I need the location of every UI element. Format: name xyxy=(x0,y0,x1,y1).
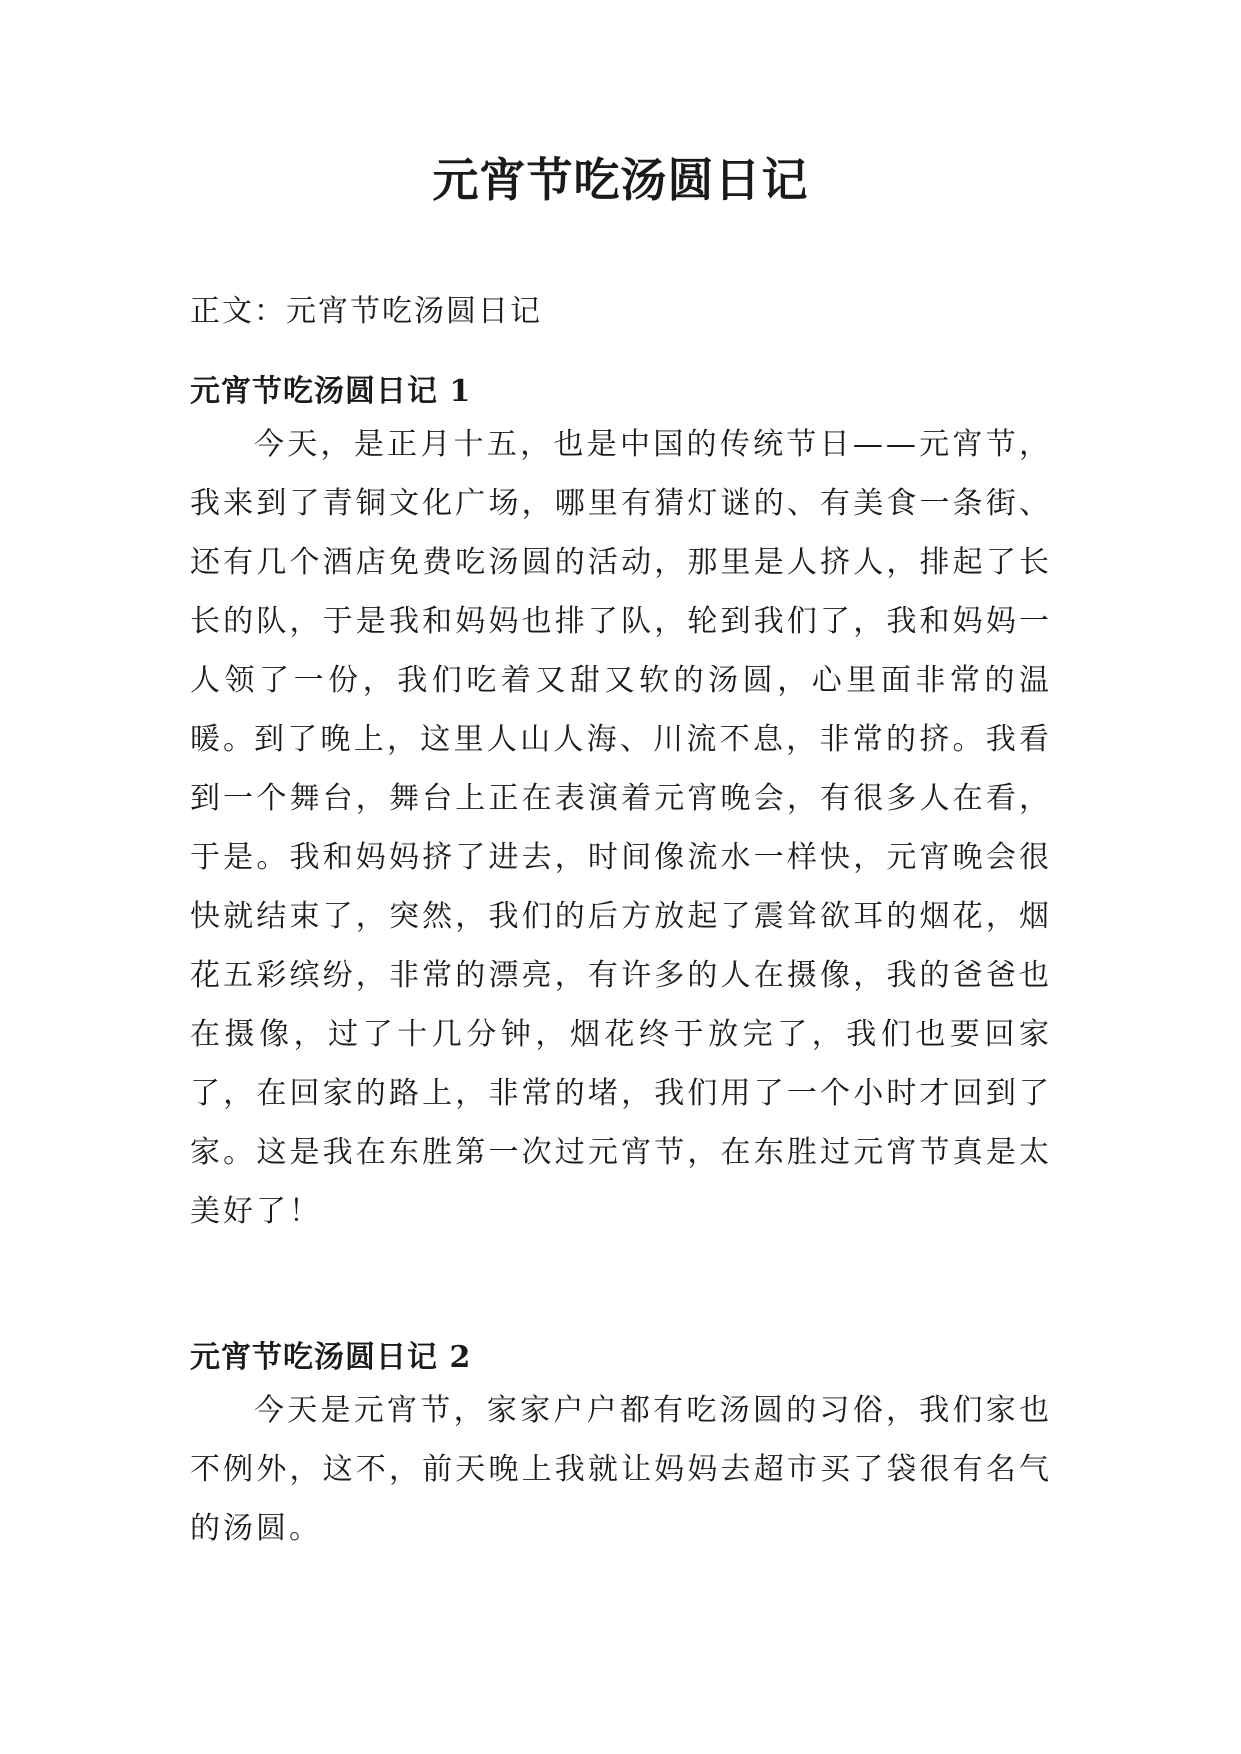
section-heading-1: 元宵节吃汤圆日记 1 xyxy=(190,374,472,409)
section-1-paragraph-1: 今天，是正月十五，也是中国的传统节日——元宵节，我来到了青铜文化广场，哪里有猜灯谜的、有美食一条街、还有几个酒店免费吃汤圆的活动，那里是人挤人，排起了长长的队，于是我和妈妈也排了队，轮到我们了，我和妈妈一人领了一份，我们吃着又甜又软的汤圆，心里面非常的温暖。 xyxy=(190,427,1052,757)
document-subtitle: 正文：元宵节吃汤圆日记 xyxy=(190,294,542,329)
document-title: 元宵节吃汤圆日记 xyxy=(432,153,809,207)
section-heading-2: 元宵节吃汤圆日记 2 xyxy=(190,1340,472,1375)
section-1-paragraph-2: 到了晚上，这里人山人海、川流不息，非常的挤。我看到一个舞台，舞台上正在表演着元宵晚会，有很多人在看，于是。我和妈妈挤了进去，时间像流水一样快，元宵晚会很快就结束了，突然，我们的后方放起了震耸欲耳的烟花，烟花五彩缤纷，非常的漂亮，有许多的人在摄像，我的爸爸也在摄像，过了十几分钟，烟花终于放完了，我们也要回家了，在回家的路上，非常的堵，我们用了一个小时才回到了家。这是我在东胜第一次过元宵节，在东胜过元宵节真是太美好了！ xyxy=(190,722,1052,1229)
section-2-paragraph-1: 今天是元宵节，家家户户都有吃汤圆的习俗，我们家也不例外，这不，前天晚上我就让妈妈去超市买了袋很有名气的汤圆。 xyxy=(190,1393,1052,1546)
